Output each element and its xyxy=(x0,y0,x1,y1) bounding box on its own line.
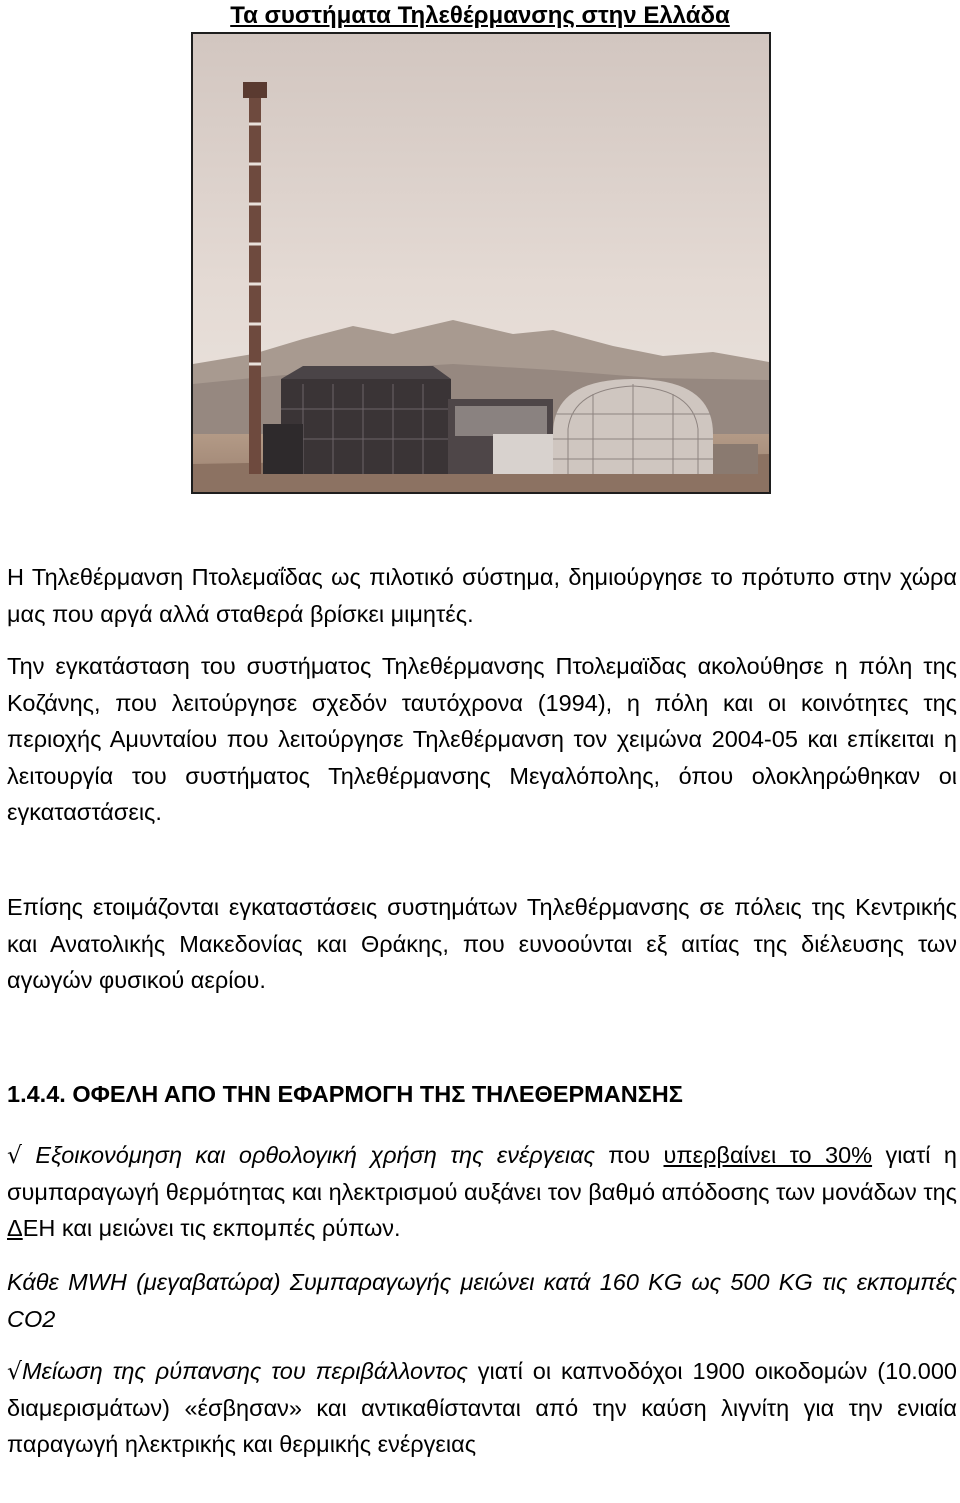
benefit-energy-savings-connector: που xyxy=(594,1142,664,1168)
benefit-energy-savings-text-end: ΕΗ και μειώνει τις εκπομπές ρύπων. xyxy=(22,1215,401,1241)
paragraph-1: Η Τηλεθέρμανση Πτολεμαΐδας ως πιλοτικό σύστημα, δημιούργησε το πρότυπο στην χώρα μας που αργά αλλά σταθερά βρίσκει μιμητές. xyxy=(7,564,957,627)
benefit-energy-savings-dei-letter: Δ xyxy=(7,1215,23,1241)
benefit-pollution-reduction xyxy=(7,1353,957,1463)
checkmark-icon: √ xyxy=(7,1141,22,1169)
checkmark-icon: √ xyxy=(7,1357,22,1385)
benefit-energy-savings-percentage: υπερβαίνει το 30% xyxy=(663,1142,873,1168)
benefit-energy-savings xyxy=(7,1137,957,1247)
district-heating-plant-photo xyxy=(193,34,769,492)
section-heading: 1.4.4. ΟΦΕΛΗ ΑΠΟ ΤΗΝ ΕΦΑΡΜΟΓΗ ΤΗΣ ΤΗΛΕΘΕΡΜΑΝΣΗΣ xyxy=(7,1081,683,1107)
benefit-pollution-reduction-title: Μείωση της ρύπανσης του περιβάλλοντος xyxy=(21,1358,468,1384)
benefit-energy-savings-title: Εξοικονόμηση και ορθολογική χρήση της ενέργειας xyxy=(35,1142,595,1168)
benefit-energy-savings-note: Κάθε MWH (μεγαβατώρα) Συμπαραγωγής μειώνει κατά 160 KG ως 500 KG τις εκπομπές CO2 xyxy=(7,1269,957,1332)
plant-photo xyxy=(191,32,771,494)
paragraph-3: Επίσης ετοιμάζονται εγκαταστάσεις συστημάτων Τηλεθέρμανσης σε πόλεις της Κεντρικής και Ανατολικής Μακεδονίας και Θράκης, που ευνοούνται εξ αιτίας της διέλευσης των αγωγών φυσικού αερίου. xyxy=(7,894,957,993)
benefit-pollution-reduction-text: γιατί οι καπνοδόχοι 1900 οικοδομών (10.000 διαμερισμάτων) «έσβησαν» και αντικαθίστανται από την καύση λιγνίτη για την ενιαία παραγωγή ηλεκτρικής και θερμικής ενέργειας xyxy=(7,1358,958,1457)
paragraph-2: Την εγκατάσταση του συστήματος Τηλεθέρμανσης Πτολεμαϊδας ακολούθησε η πόλη της Κοζάνης, που λειτούργησε σχεδόν ταυτόχρονα (1994), η πόλη και οι κοινότητες της περιοχής Αμυνταίου που λειτούργησε Τηλεθέρμανση τον χειμώνα 2004-05 και επίκειται η λειτουργία του συστήματος Τηλεθέρμανσης Μεγαλόπολης, όπου ολοκληρώθηκαν οι εγκαταστάσεις. xyxy=(7,653,957,825)
benefit-energy-savings-text: γιατί η συμπαραγωγή θερμότητας και ηλεκτρισμού αυξάνει τον βαθμό απόδοσης των μονάδων της xyxy=(7,1142,957,1205)
page-title: Τα συστήματα Τηλεθέρμανσης στην Ελλάδα xyxy=(230,2,730,29)
